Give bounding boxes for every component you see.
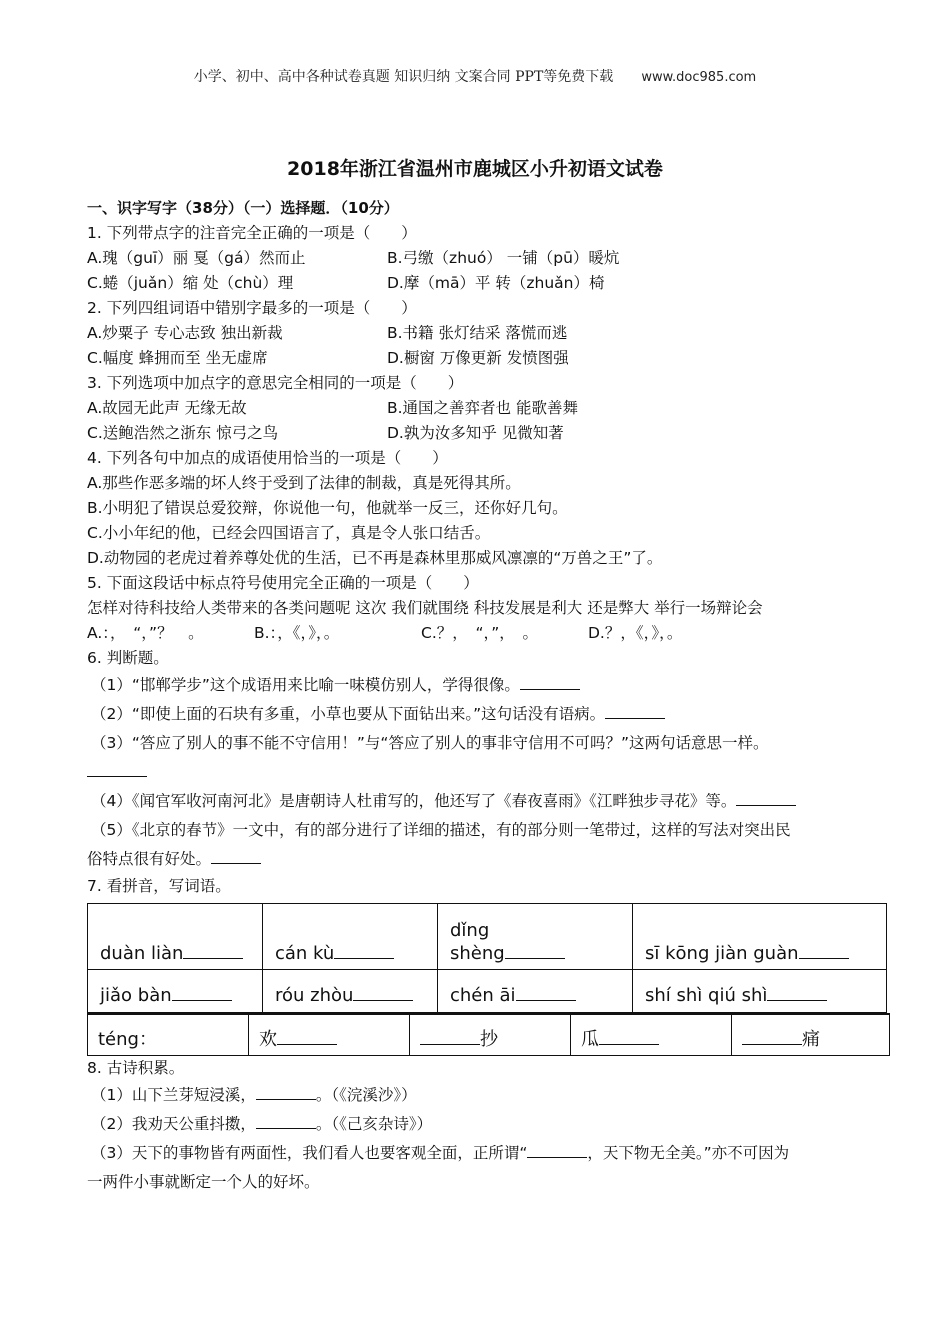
header-url[interactable]: www.doc985.com (641, 70, 757, 85)
pinyin-text: róu zhòu (275, 985, 354, 1006)
q3-options-ab (87, 396, 877, 421)
q5-option-b: B.：，《，》，。 (254, 624, 340, 642)
teng-cell: téng： (88, 1014, 249, 1056)
q8-item-1-source: 。（《浣溪沙》） (315, 1086, 417, 1104)
table-row (88, 970, 887, 1013)
answer-blank[interactable] (334, 944, 394, 959)
q8-item-1-text: （1）山下兰芽短浸溪， (91, 1086, 256, 1104)
q4-option-b: B.小明犯了错误总爱狡辩，你说他一句，他就举一反三，还你好几句。 (87, 499, 568, 517)
exam-content (87, 196, 877, 1197)
q8-stem: 8. 古诗积累。 (87, 1059, 185, 1077)
pinyin-cell (88, 904, 263, 970)
answer-blank[interactable] (742, 1030, 802, 1045)
q2-options-ab (87, 321, 877, 346)
teng-char: 瓜 (581, 1029, 599, 1050)
q3-option-b: B.通国之善弈者也 能歌善舞 (387, 399, 578, 417)
q2-option-b: B.书籍 张灯结采 落慌而逃 (387, 324, 568, 342)
teng-table (87, 1013, 890, 1056)
q1-option-d: D.摩（mā）平 转（zhuǎn）椅 (387, 274, 605, 292)
q5-options (87, 621, 877, 646)
q8-item-1 (87, 1081, 877, 1110)
q4-option-d: D.动物园的老虎过着养尊处优的生活，已不再是森林里那威风凛凛的“万兽之王”了。 (87, 549, 663, 567)
q7-stem: 7. 看拼音，写词语。 (87, 877, 231, 895)
q8-item-3-cont: 一两件小事就断定一个人的好坏。 (87, 1173, 320, 1191)
pinyin-text: sī kōng jiàn guàn (645, 943, 799, 964)
q3-options-cd (87, 421, 877, 446)
answer-blank[interactable] (211, 849, 261, 864)
answer-blank[interactable] (353, 986, 413, 1001)
q3-stem: 3. 下列选项中加点字的意思完全相同的一项是（ ） (87, 374, 464, 392)
answer-blank[interactable] (527, 1143, 587, 1158)
q8-item-3-text: （3）天下的事物皆有两面性，我们看人也要客观全面，正所谓“ (91, 1144, 528, 1162)
teng-char: 欢 (259, 1029, 277, 1050)
q6-item-3: （3）“答应了别人的事不能不守信用！”与“答应了别人的事非守信用不可吗？”这两句话意思一样。 (91, 734, 769, 752)
pinyin-cell (633, 970, 887, 1013)
q1-option-c: C.蜷（juǎn）缩 处（chù）理 (87, 274, 294, 292)
pinyin-table (87, 903, 887, 1013)
answer-blank[interactable] (767, 986, 827, 1001)
answer-blank[interactable] (799, 944, 849, 959)
q6-item-5: （5）《北京的春节》一文中，有的部分进行了详细的描述，有的部分则一笔带过，这样的写法对突出民 (91, 821, 791, 839)
header-text: 小学、初中、高中各种试卷真题 知识归纳 文案合同 PPT等免费下载 (193, 69, 614, 85)
pinyin-cell (438, 904, 633, 970)
q6-item-4 (87, 787, 877, 816)
answer-blank[interactable] (420, 1030, 480, 1045)
answer-blank[interactable] (256, 1114, 316, 1129)
q1-options-ab (87, 246, 877, 271)
q4-option-c: C.小小年纪的他，已经会四国语言了，真是令人张口结舌。 (87, 524, 491, 542)
q8-item-3 (87, 1139, 877, 1168)
pinyin-cell (263, 970, 438, 1013)
answer-blank[interactable] (736, 791, 796, 806)
table-row (88, 904, 887, 970)
q4-stem: 4. 下列各句中加点的成语使用恰当的一项是（ ） (87, 449, 448, 467)
q6-item-4-text: （4）《闻官军收河南河北》是唐朝诗人杜甫写的，他还写了《春夜喜雨》《江畔独步寻花》等。 (91, 792, 737, 810)
pinyin-cell (88, 970, 263, 1013)
q6-stem: 6. 判断题。 (87, 649, 169, 667)
q8-item-2-source: 。（《己亥杂诗》） (315, 1115, 433, 1133)
pinyin-text: chén āi (450, 985, 516, 1006)
q8-item-3-text-cont: ，天下物无全美。”亦不可因为 (587, 1144, 790, 1162)
answer-blank[interactable] (520, 675, 580, 690)
page-header (0, 66, 950, 86)
pinyin-cell (438, 970, 633, 1013)
q2-options-cd (87, 346, 877, 371)
q8-item-2-text: （2）我劝天公重抖擞， (91, 1115, 256, 1133)
q6-item-5-cont (87, 845, 877, 874)
q1-options-cd (87, 271, 877, 296)
teng-cell (571, 1014, 732, 1056)
page-title: 2018年浙江省温州市鹿城区小升初语文试卷 (287, 158, 663, 180)
answer-blank[interactable] (87, 762, 147, 777)
table-row (88, 1014, 890, 1056)
answer-blank[interactable] (183, 944, 243, 959)
q3-option-c: C.送鲍浩然之浙东 惊弓之鸟 (87, 424, 279, 442)
answer-blank[interactable] (516, 986, 576, 1001)
answer-blank[interactable] (172, 986, 232, 1001)
q6-item-3-blank-line (87, 758, 877, 787)
q3-option-a: A.故园无此声 无缘无故 (87, 399, 247, 417)
answer-blank[interactable] (605, 704, 665, 719)
q2-option-d: D.橱窗 万像更新 发愤图强 (387, 349, 569, 367)
pinyin-text: duàn liàn (100, 943, 184, 964)
q5-option-a: A.：， “，”？ 。 (87, 624, 204, 642)
q1-option-a: A.瑰（guī）丽 戛（gá）然而止 (87, 249, 306, 267)
q5-passage: 怎样对待科技给人类带来的各类问题呢 这次 我们就围绕 科技发展是利大 还是弊大 举行一场辩论会 (87, 599, 763, 617)
section-heading: 一、识字写字（38分）（一）选择题．（10分） (87, 199, 399, 217)
pinyin-text: shí shì qiú shì (645, 985, 768, 1006)
pinyin-text: cán kù (275, 943, 335, 964)
q6-item-2-text: （2）“即使上面的石块有多重，小草也要从下面钻出来。”这句话没有语病。 (91, 705, 606, 723)
pinyin-text: jiǎo bàn (100, 985, 172, 1006)
q2-option-c: C.幅度 蜂拥而至 坐无虚席 (87, 349, 268, 367)
q3-option-d: D.孰为汝多知乎 见微知著 (387, 424, 564, 442)
answer-blank[interactable] (505, 944, 565, 959)
teng-char: 痛 (802, 1029, 820, 1050)
pinyin-text: shèng (450, 943, 505, 964)
pinyin-cell (263, 904, 438, 970)
q6-item-1 (87, 671, 877, 700)
q1-stem: 1. 下列带点字的注音完全正确的一项是（ ） (87, 224, 417, 242)
q6-item-2 (87, 700, 877, 729)
pinyin-text: dǐng (450, 920, 490, 941)
q8-item-2 (87, 1110, 877, 1139)
teng-cell (732, 1014, 890, 1056)
q2-stem: 2. 下列四组词语中错别字最多的一项是（ ） (87, 299, 417, 317)
answer-blank[interactable] (599, 1030, 659, 1045)
teng-char: 抄 (480, 1029, 498, 1050)
q2-option-a: A.炒粟子 专心志致 独出新裁 (87, 324, 283, 342)
q5-stem: 5. 下面这段话中标点符号使用完全正确的一项是（ ） (87, 574, 479, 592)
q6-item-5-text: 俗特点很有好处。 (87, 850, 212, 868)
q5-option-c: C.？， “，”， 。 (421, 624, 539, 642)
teng-cell (249, 1014, 410, 1056)
q6-item-1-text: （1）“邯郸学步”这个成语用来比喻一味模仿别人，学得很像。 (91, 676, 520, 694)
q1-option-b: B.弓缴（zhuó） 一铺（pū）暖炕 (387, 249, 620, 267)
teng-cell (410, 1014, 571, 1056)
answer-blank[interactable] (256, 1085, 316, 1100)
pinyin-cell (633, 904, 887, 970)
q4-option-a: A.那些作恶多端的坏人终于受到了法律的制裁，真是死得其所。 (87, 474, 521, 492)
q5-option-d: D.？，《，》，。 (588, 624, 683, 642)
answer-blank[interactable] (277, 1030, 337, 1045)
